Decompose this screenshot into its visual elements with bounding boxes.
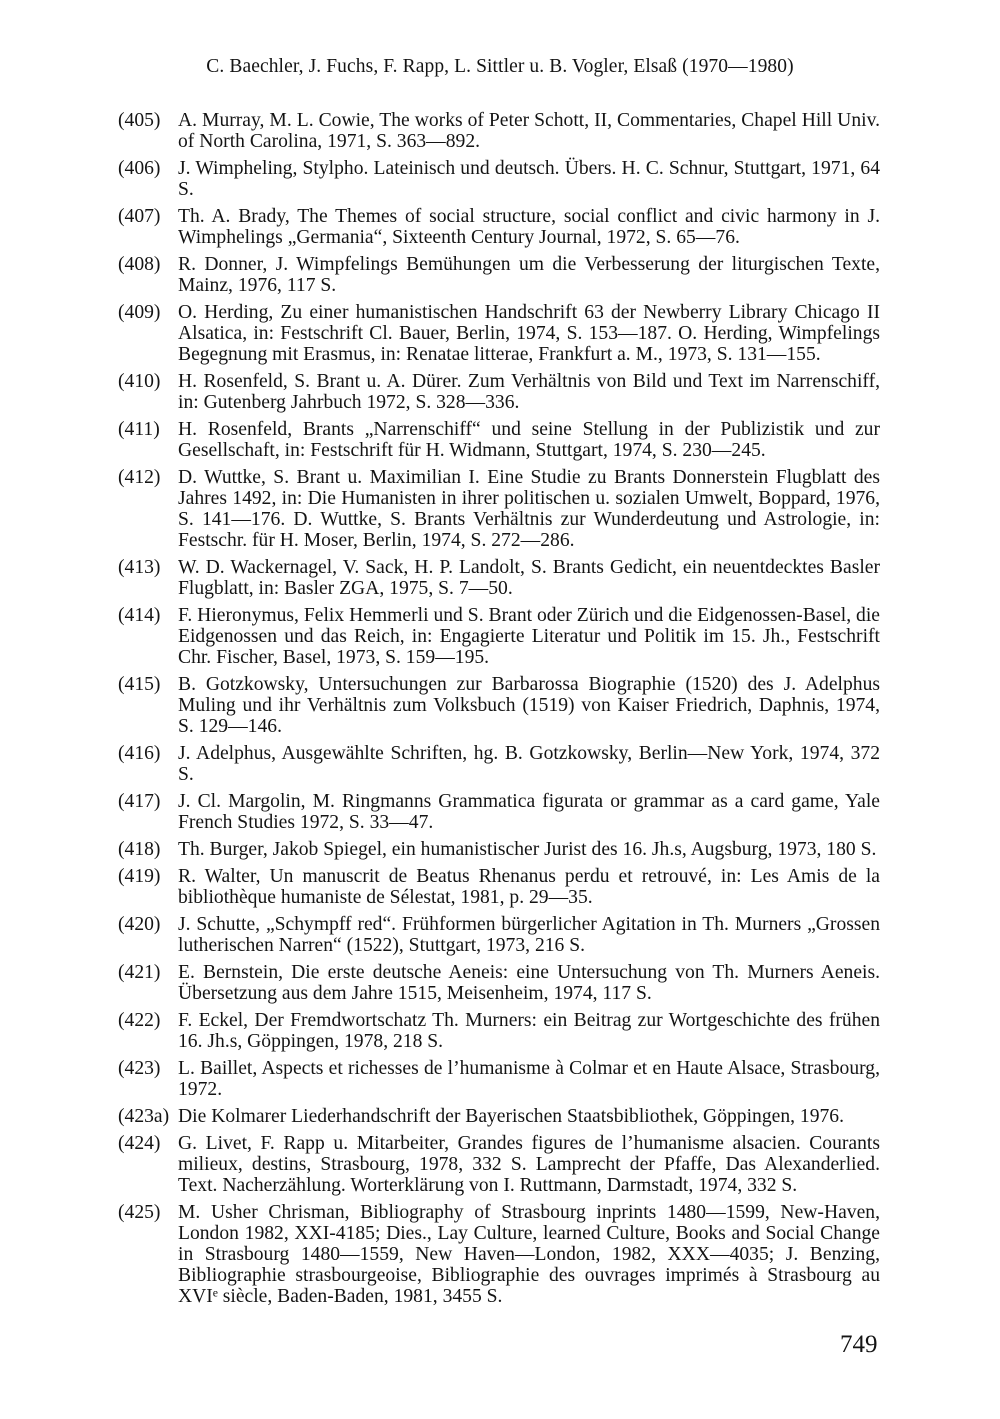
entry-number: (422) [118,1010,161,1031]
entry-text: F. Eckel, Der Fremdwortschatz Th. Murners: ein Beitrag zur Wortgeschichte des frühen 16. Jh.s, Göppingen, 1978, 218 S. [178,1010,880,1052]
entry-text: B. Gotzkowsky, Untersuchungen zur Barbarossa Biographie (1520) des J. Adelphus Muling und ihr Verhältnis zum Volksbuch (1519) von Kaiser Friedrich, Daphnis, 1974, S. 129—146. [178,674,880,737]
bibliography-entry [118,419,880,461]
entry-text: H. Rosenfeld, S. Brant u. A. Dürer. Zum Verhältnis von Bild und Text im Narrenschiff, in: Gutenberg Jahrbuch 1972, S. 328—336. [178,371,880,413]
bibliography-entry [118,914,880,956]
entry-text: Die Kolmarer Liederhandschrift der Bayerischen Staatsbibliothek, Göppingen, 1976. [178,1106,844,1127]
entry-text: J. Adelphus, Ausgewählte Schriften, hg. B. Gotzkowsky, Berlin—New York, 1974, 372 S. [178,743,880,785]
entry-number: (420) [118,914,161,935]
entry-text: R. Donner, J. Wimpfelings Bemühungen um die Verbesserung der liturgischen Texte, Mainz, 1976, 117 S. [178,254,880,296]
entry-number: (423a) [118,1106,170,1127]
entry-number: (421) [118,962,161,983]
entry-text: J. Wimpheling, Stylpho. Lateinisch und deutsch. Übers. H. C. Schnur, Stuttgart, 1971, 64 S. [178,158,880,200]
entry-number: (408) [118,254,161,275]
entry-text: L. Baillet, Aspects et richesses de l’humanisme à Colmar et en Haute Alsace, Strasbourg, 1972. [178,1058,880,1100]
bibliography-entry [118,302,880,365]
bibliography-entry [118,962,880,1004]
bibliography-entry [118,1106,880,1127]
bibliography-entry [118,254,880,296]
bibliography-list [118,110,880,1313]
entry-number: (406) [118,158,161,179]
entry-text: D. Wuttke, S. Brant u. Maximilian I. Eine Studie zu Brants Donnerstein Flugblatt des Jahres 1492, in: Die Humanisten in ihrer politischen u. sozialen Umwelt, Boppard, 1976, S. 141—176. D. Wuttke, S. Brants Verhältnis zur Wunderdeutung und Astrologie, in: Festschr. für H. Moser, Berlin, 1974, S. 272—286. [178,467,880,551]
entry-text: E. Bernstein, Die erste deutsche Aeneis: eine Untersuchung von Th. Murners Aeneis. Übersetzung aus dem Jahre 1515, Meisenheim, 1974, 117 S. [178,962,880,1004]
entry-number: (418) [118,839,161,860]
entry-text: M. Usher Chrisman, Bibliography of Strasbourg inprints 1480—1599, New-Haven, London 1982, XXI-4185; Dies., Lay Culture, learned Culture, Books and Social Change in Strasbourg 1480—1559, New Haven—London, 1982, XXX—4035; J. Benzing, Bibliographie strasbourgeoise, Bibliographie des ouvrages imprimés à Strasbourg au XVIᵉ siècle, Baden-Baden, 1981, 3455 S. [178,1202,880,1307]
entry-text: W. D. Wackernagel, V. Sack, H. P. Landolt, S. Brants Gedicht, ein neuentdecktes Basler Flugblatt, in: Basler ZGA, 1975, S. 7—50. [178,557,880,599]
entry-number: (405) [118,110,161,131]
bibliography-entry [118,371,880,413]
bibliography-entry [118,1058,880,1100]
bibliography-entry [118,791,880,833]
bibliography-entry [118,1010,880,1052]
bibliography-entry [118,467,880,551]
running-head: C. Baechler, J. Fuchs, F. Rapp, L. Sittler u. B. Vogler, Elsaß (1970—1980) [206,56,794,77]
entry-number: (411) [118,419,160,440]
bibliography-entry [118,206,880,248]
bibliography-entry [118,1202,880,1307]
entry-text: F. Hieronymus, Felix Hemmerli und S. Brant oder Zürich und die Eidgenossen-Basel, die Eidgenossen und das Reich, in: Engagierte Literatur und Politik im 15. Jh., Festschrift Chr. Fischer, Basel, 1973, S. 159—195. [178,605,880,668]
bibliography-entry [118,557,880,599]
entry-number: (407) [118,206,161,227]
entry-text: H. Rosenfeld, Brants „Narrenschiff“ und seine Stellung in der Publizistik und zur Gesellschaft, in: Festschrift für H. Widmann, Stuttgart, 1974, S. 230—245. [178,419,880,461]
entry-number: (415) [118,674,161,695]
entry-number: (412) [118,467,161,488]
entry-text: Th. Burger, Jakob Spiegel, ein humanistischer Jurist des 16. Jh.s, Augsburg, 1973, 180 S. [178,839,877,860]
entry-number: (423) [118,1058,161,1079]
entry-text: Th. A. Brady, The Themes of social structure, social conflict and civic harmony in J. Wimphelings „Germania“, Sixteenth Century Journal, 1972, S. 65—76. [178,206,880,248]
entry-number: (417) [118,791,161,812]
bibliography-entry [118,866,880,908]
entry-number: (410) [118,371,161,392]
bibliography-entry [118,158,880,200]
entry-text: R. Walter, Un manuscrit de Beatus Rhenanus perdu et retrouvé, in: Les Amis de la bibliothèque humaniste de Sélestat, 1981, p. 29—35. [178,866,880,908]
entry-text: J. Cl. Margolin, M. Ringmanns Grammatica figurata or grammar as a card game, Yale French Studies 1972, S. 33—47. [178,791,880,833]
entry-text: O. Herding, Zu einer humanistischen Handschrift 63 der Newberry Library Chicago II Alsatica, in: Festschrift Cl. Bauer, Berlin, 1974, S. 153—187. O. Herding, Wimpfelings Begegnung mit Erasmus, in: Renatae litterae, Frankfurt a. M., 1973, S. 131—155. [178,302,880,365]
entry-number: (413) [118,557,161,578]
page-number: 749 [840,1331,878,1358]
bibliography-entry [118,839,880,860]
bibliography-entry [118,1133,880,1196]
entry-text: G. Livet, F. Rapp u. Mitarbeiter, Grandes figures de l’humanisme alsacien. Courants milieux, destins, Strasbourg, 1978, 332 S. Lamprecht der Pfaffe, Das Alexanderlied. Text. Nacherzählung. Worterklärung von I. Ruttmann, Darmstadt, 1974, 332 S. [178,1133,880,1196]
entry-text: J. Schutte, „Schympff red“. Frühformen bürgerlicher Agitation in Th. Murners „Grossen lutherischen Narren“ (1522), Stuttgart, 1973, 216 S. [178,914,880,956]
entry-text: A. Murray, M. L. Cowie, The works of Peter Schott, II, Commentaries, Chapel Hill Univ. of North Carolina, 1971, S. 363—892. [178,110,880,152]
bibliography-entry [118,605,880,668]
entry-number: (416) [118,743,161,764]
bibliography-entry [118,674,880,737]
entry-number: (414) [118,605,161,626]
entry-number: (425) [118,1202,161,1223]
entry-number: (409) [118,302,161,323]
entry-number: (419) [118,866,161,887]
bibliography-entry [118,743,880,785]
bibliography-entry [118,110,880,152]
entry-number: (424) [118,1133,161,1154]
